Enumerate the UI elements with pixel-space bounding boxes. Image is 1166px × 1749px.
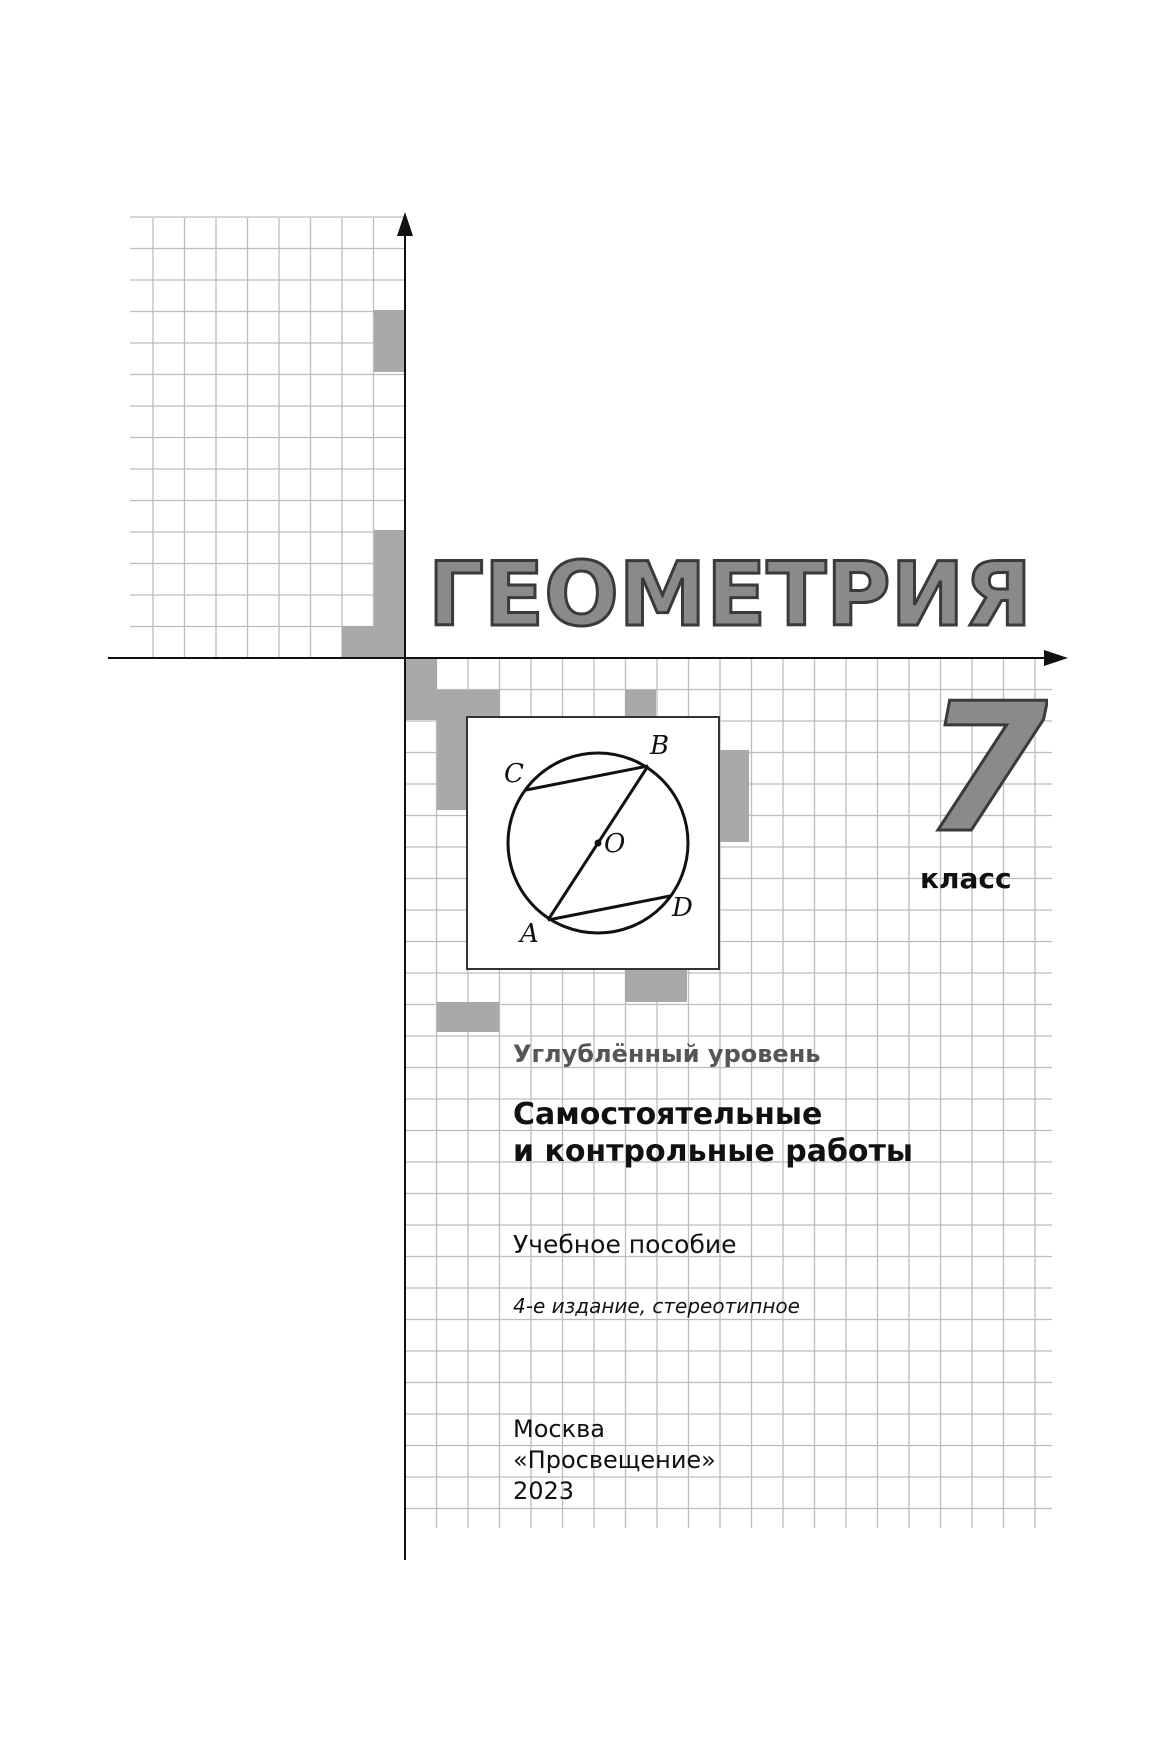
- main-title: [513, 1096, 913, 1170]
- point-label-c: C: [504, 759, 524, 789]
- shaded-cell: [437, 690, 468, 810]
- grade-number: [918, 690, 1048, 850]
- grade-number-text: 7: [924, 690, 1048, 850]
- imprint-publisher: «Просвещение»: [513, 1446, 716, 1474]
- imprint-city: Москва: [513, 1415, 605, 1443]
- imprint: [513, 1414, 716, 1507]
- point-label-a: A: [520, 919, 539, 949]
- subtitle: Учебное пособие: [513, 1230, 737, 1259]
- center-point: [595, 840, 602, 847]
- point-label-o: O: [604, 829, 626, 859]
- cover-title: [428, 535, 1048, 675]
- grade-label: класс: [920, 862, 1012, 895]
- shaded-cell: [374, 530, 405, 658]
- imprint-year: 2023: [513, 1477, 575, 1505]
- point-label-b: B: [650, 731, 670, 761]
- y-axis-arrow-icon: [397, 212, 413, 236]
- geometry-figure: [466, 716, 720, 970]
- title-text: ГЕОМЕТРИЯ: [428, 543, 1032, 646]
- edition-note: 4-е издание, стереотипное: [513, 1294, 800, 1318]
- level-label: Углублённый уровень: [513, 1040, 821, 1068]
- shaded-cell: [718, 750, 749, 842]
- main-title-line-1: Самостоятельные: [513, 1097, 823, 1132]
- point-label-d: D: [672, 893, 693, 923]
- main-title-line-2: и контрольные работы: [513, 1134, 914, 1169]
- shaded-cell: [437, 1002, 499, 1032]
- shaded-cell: [374, 310, 405, 372]
- shaded-cell: [342, 626, 374, 658]
